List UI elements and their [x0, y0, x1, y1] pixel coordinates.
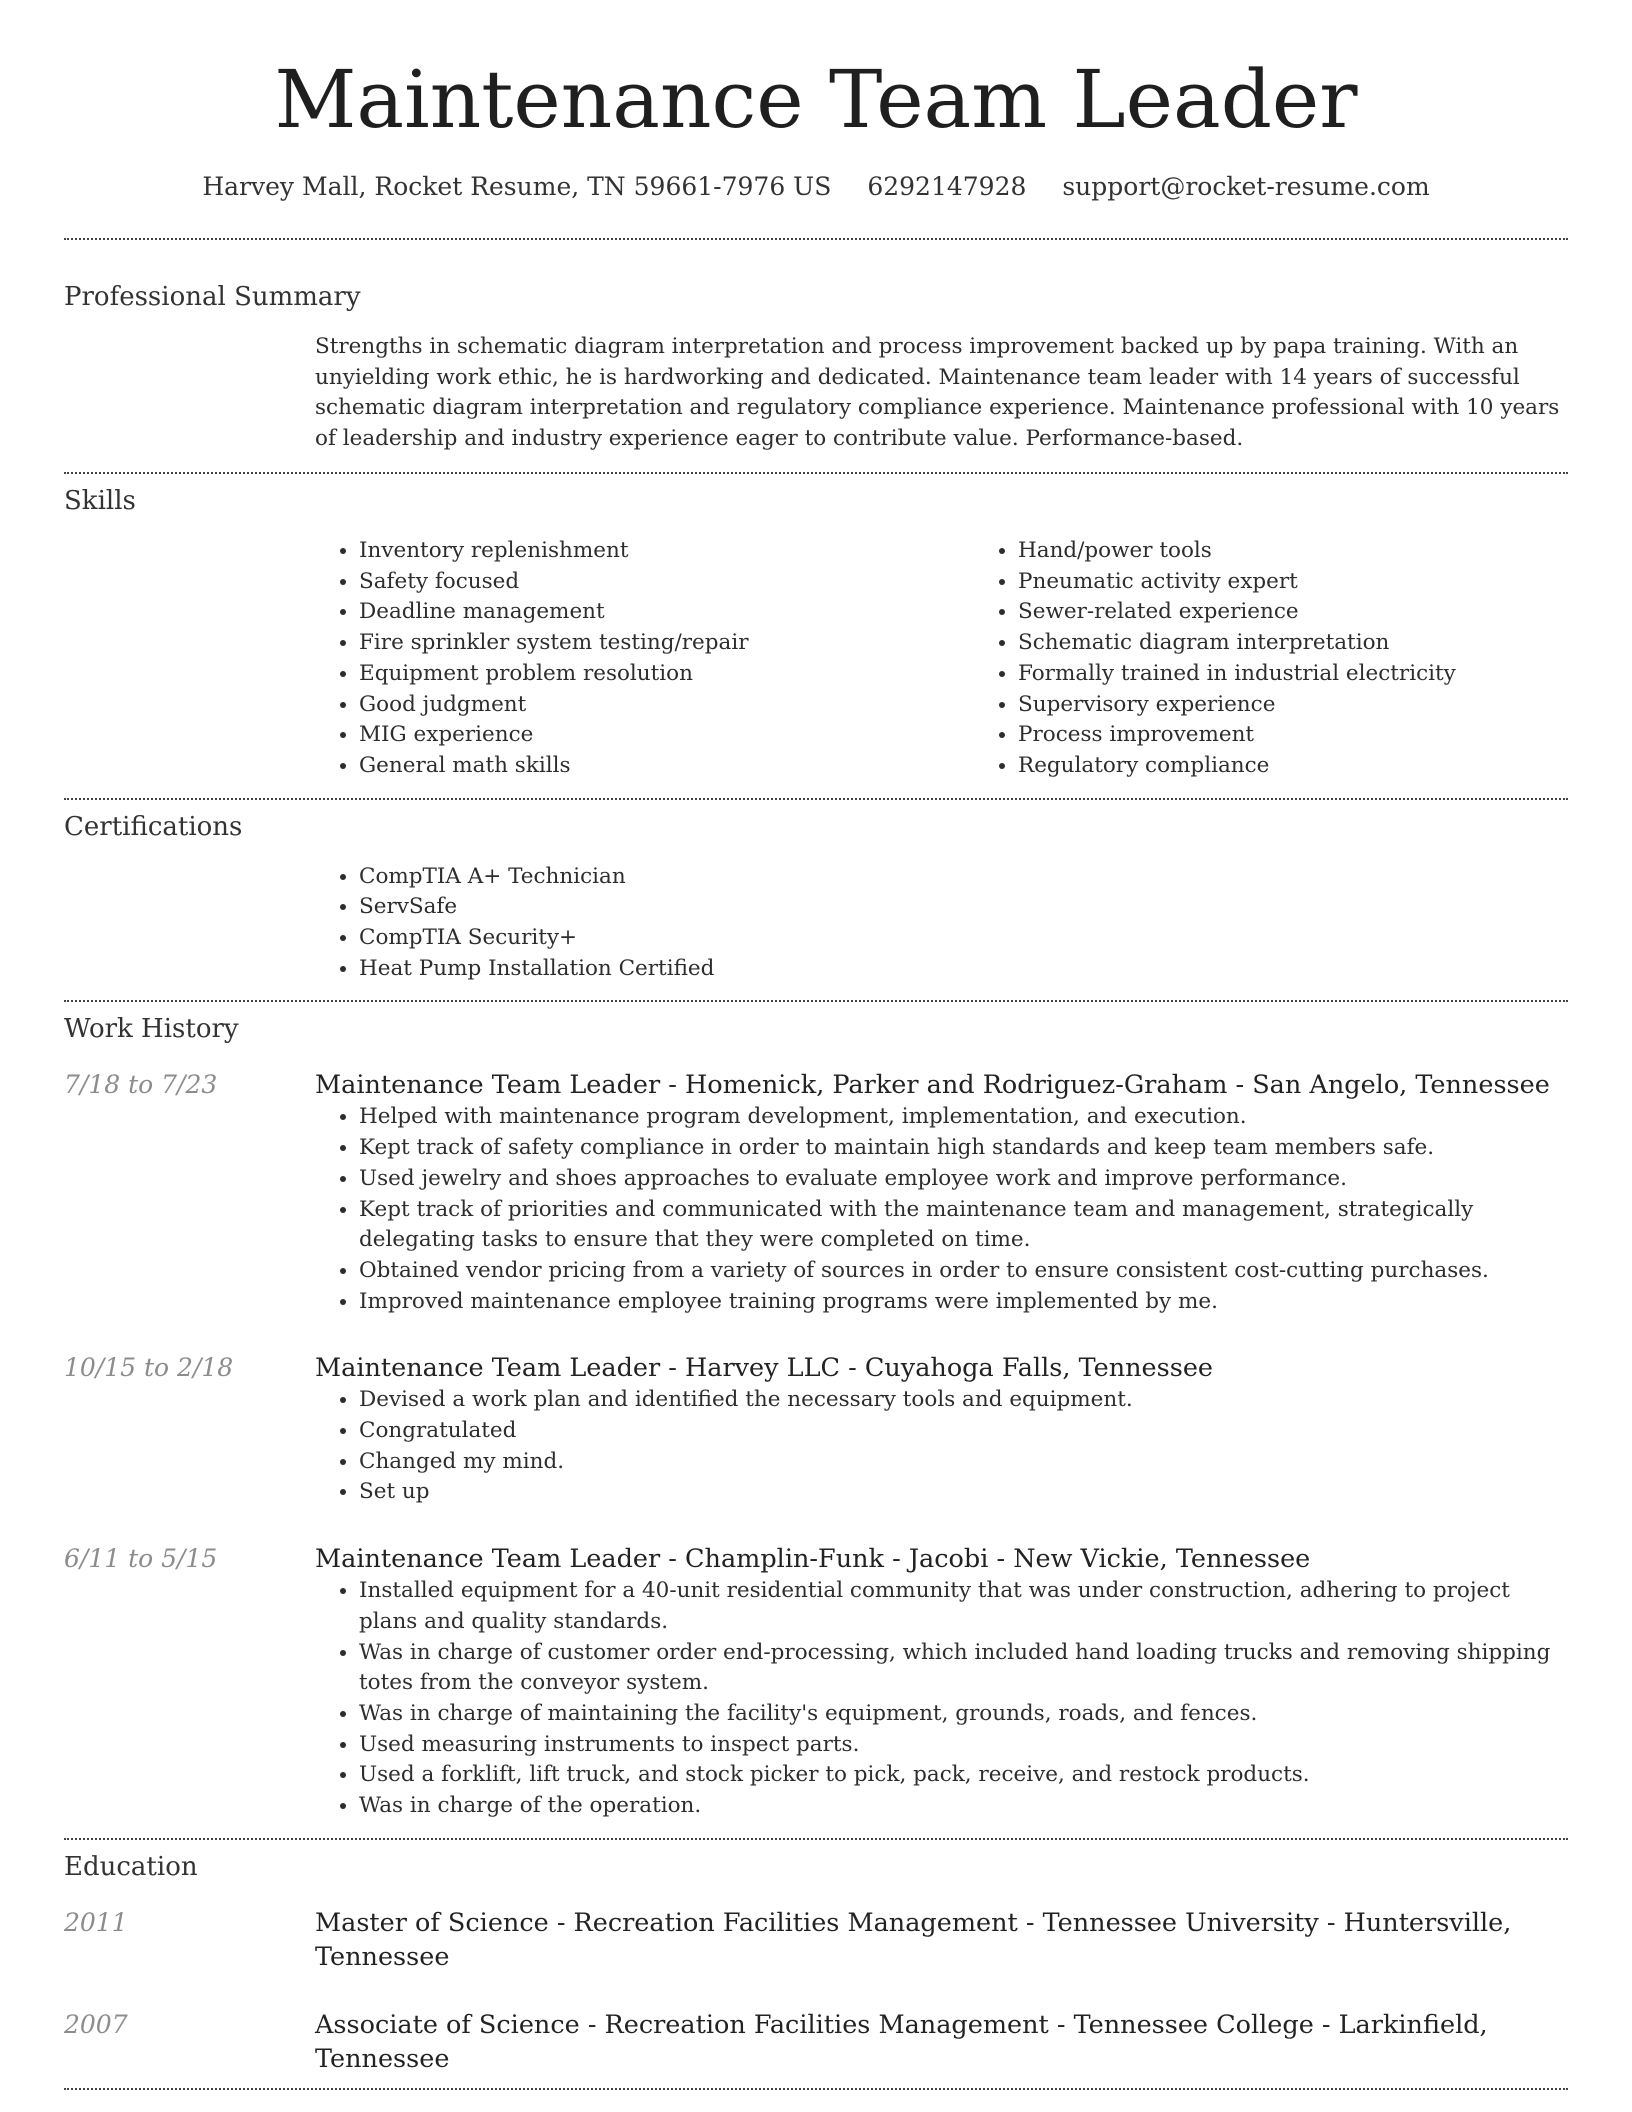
section-title-certifications: Certifications [64, 811, 243, 842]
job-date: 7/18 to 7/23 [64, 1070, 218, 1100]
skill-item: • Inventory replenishment [359, 536, 974, 567]
job-bullet: • Kept track of priorities and communicated with the maintenance team and management, strategically delegating tasks to ensure that they were completed on time. [359, 1195, 1568, 1256]
skill-item: • Hand/power tools [1018, 536, 1568, 567]
skill-item: • Deadline management [359, 597, 974, 628]
summary-text: Strengths in schematic diagram interpretation and process improvement backed up by papa training. With an unyielding work ethic, he is hardworking and dedicated. Maintenance team leader with 14 years of successful schematic diagram interpretation and regulatory compliance experience. Maintenance professional with 10 years of leadership and industry experience eager to contribute value. Performance-based. [315, 334, 1560, 451]
skill-item: • Safety focused [359, 567, 974, 598]
job-bullet: • Changed my mind. [359, 1447, 1568, 1478]
education-section [64, 1840, 1568, 2076]
job-bullet: • Installed equipment for a 40-unit residential community that was under construction, adhering to project plans and quality standards. [359, 1576, 1568, 1637]
job-bullet: • Improved maintenance employee training programs were implemented by me. [359, 1287, 1568, 1318]
job-entry [64, 1068, 1568, 1317]
job-bullet: • Was in charge of maintaining the facility's equipment, grounds, roads, and fences. [359, 1699, 1568, 1730]
certifications-list [315, 862, 1568, 985]
job-entry [64, 1542, 1568, 1822]
job-entry [64, 1351, 1568, 1508]
certification-item: • CompTIA A+ Technician [359, 862, 1568, 893]
section-title-education: Education [64, 1851, 198, 1882]
skill-item: • Supervisory experience [1018, 690, 1568, 721]
job-bullet: • Used jewelry and shoes approaches to evaluate employee work and improve performance. [359, 1164, 1568, 1195]
job-bullet: • Devised a work plan and identified the necessary tools and equipment. [359, 1385, 1568, 1416]
skill-item: • Pneumatic activity expert [1018, 567, 1568, 598]
education-title: Associate of Science - Recreation Facilities Management - Tennessee College - Larkinfield, Tennessee [315, 2009, 1488, 2074]
certification-item: • CompTIA Security+ [359, 923, 1568, 954]
job-bullet: • Was in charge of the operation. [359, 1791, 1568, 1822]
divider [64, 2088, 1568, 2090]
certifications-section [64, 800, 1568, 985]
certification-item: • ServSafe [359, 892, 1568, 923]
skill-item: • Equipment problem resolution [359, 659, 974, 690]
skill-item: • Sewer-related experience [1018, 597, 1568, 628]
job-bullet: • Set up [359, 1477, 1568, 1508]
skill-item: • MIG experience [359, 720, 974, 751]
skill-item: • Regulatory compliance [1018, 751, 1568, 782]
skill-item: • Fire sprinkler system testing/repair [359, 628, 974, 659]
job-date: 10/15 to 2/18 [64, 1353, 234, 1383]
job-date: 6/11 to 5/15 [64, 1544, 218, 1574]
skill-item: • Formally trained in industrial electricity [1018, 659, 1568, 690]
section-title-skills: Skills [64, 486, 136, 516]
section-title-work-history: Work History [64, 1014, 239, 1045]
job-bullets [315, 1385, 1568, 1508]
education-entry [64, 1906, 1568, 1974]
job-bullets [315, 1102, 1568, 1317]
education-entry [64, 2008, 1568, 2076]
job-bullet: • Congratulated [359, 1416, 1568, 1447]
job-bullets [315, 1576, 1568, 1822]
education-date: 2007 [64, 2009, 128, 2039]
resume-name: Maintenance Team Leader [274, 53, 1358, 146]
job-bullet: • Used measuring instruments to inspect parts. [359, 1730, 1568, 1761]
summary-section [64, 240, 1568, 454]
education-title: Master of Science - Recreation Facilities Management - Tennessee University - Huntersville, Tennessee [315, 1907, 1512, 1972]
job-bullet: • Helped with maintenance program development, implementation, and execution. [359, 1102, 1568, 1133]
job-bullet: • Was in charge of customer order end-processing, which included hand loading trucks and removing shipping totes from the conveyor system. [359, 1638, 1568, 1699]
education-date: 2011 [64, 1907, 128, 1937]
job-bullet: • Kept track of safety compliance in order to maintain high standards and keep team members safe. [359, 1133, 1568, 1164]
skill-item: • General math skills [359, 751, 974, 782]
skill-item: • Process improvement [1018, 720, 1568, 751]
contact-line [64, 170, 1568, 204]
skills-section [64, 474, 1568, 782]
job-title: Maintenance Team Leader - Champlin-Funk - Jacobi - New Vickie, Tennessee [315, 1544, 1311, 1575]
skills-list-right [974, 536, 1568, 782]
contact-phone: 6292147928 [867, 172, 1027, 201]
skill-item: • Good judgment [359, 690, 974, 721]
section-title-summary: Professional Summary [64, 282, 361, 312]
skill-item: • Schematic diagram interpretation [1018, 628, 1568, 659]
job-bullet: • Obtained vendor pricing from a variety of sources in order to ensure consistent cost-cutting purchases. [359, 1256, 1568, 1287]
job-title: Maintenance Team Leader - Harvey LLC - Cuyahoga Falls, Tennessee [315, 1353, 1214, 1384]
work-history-section [64, 1002, 1568, 1821]
contact-address: Harvey Mall, Rocket Resume, TN 59661-7976 US [202, 172, 832, 201]
job-title: Maintenance Team Leader - Homenick, Parker and Rodriguez-Graham - San Angelo, Tennessee [315, 1070, 1550, 1101]
skills-list-left [315, 536, 974, 782]
contact-email: support@rocket-resume.com [1062, 172, 1430, 201]
job-bullet: • Used a forklift, lift truck, and stock picker to pick, pack, receive, and restock products. [359, 1760, 1568, 1791]
certification-item: • Heat Pump Installation Certified [359, 954, 1568, 985]
